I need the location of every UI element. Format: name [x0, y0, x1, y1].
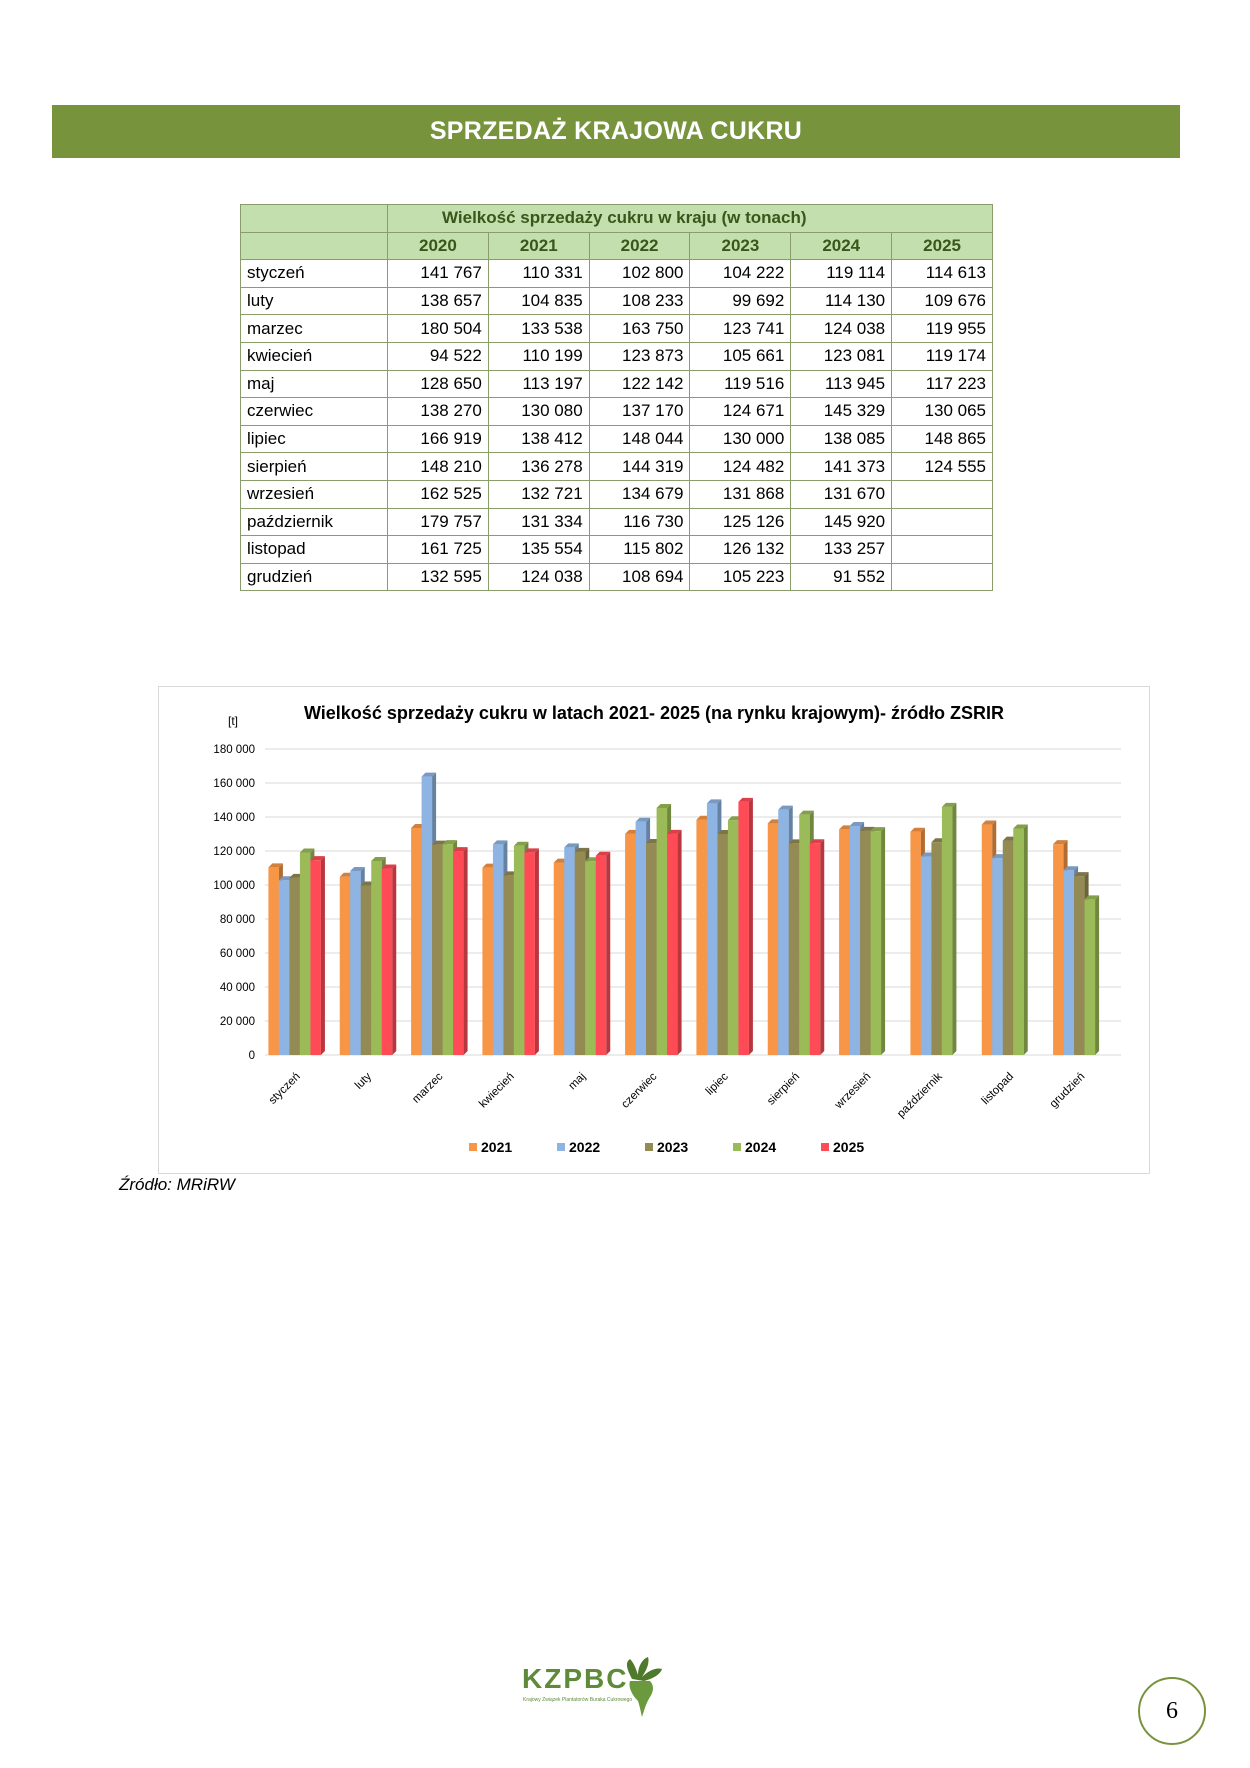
bar [382, 865, 397, 1055]
legend-label: 2022 [569, 1139, 601, 1155]
x-tick-label: marzec [410, 1070, 446, 1106]
sales-table [240, 204, 993, 591]
value-cell: 180 504 [388, 315, 489, 343]
value-cell: 124 671 [690, 398, 791, 426]
x-tick-label: sierpień [765, 1070, 803, 1108]
x-tick-label: maj [566, 1070, 589, 1093]
value-cell: 102 800 [589, 260, 690, 288]
bar [871, 827, 886, 1055]
year-header: 2023 [690, 232, 791, 260]
value-cell: 119 516 [690, 370, 791, 398]
table-row [241, 370, 993, 398]
x-tick-label: luty [352, 1070, 375, 1092]
year-header: 2021 [488, 232, 589, 260]
y-tick-label: 20 000 [219, 1016, 255, 1028]
x-tick-label: lipiec [703, 1070, 731, 1098]
table-row [241, 260, 993, 288]
value-cell: 115 802 [589, 536, 690, 564]
value-cell: 119 174 [892, 342, 993, 370]
value-cell: 148 044 [589, 425, 690, 453]
value-cell: 99 692 [690, 287, 791, 315]
value-cell: 114 130 [791, 287, 892, 315]
x-tick-label: październik [895, 1070, 945, 1121]
year-header: 2024 [791, 232, 892, 260]
kzpbc-logo [520, 1655, 680, 1717]
month-cell: styczeń [241, 260, 388, 288]
legend-label: 2025 [833, 1139, 865, 1155]
value-cell: 104 835 [488, 287, 589, 315]
bar [310, 856, 325, 1055]
value-cell: 179 757 [388, 508, 489, 536]
value-cell: 133 257 [791, 536, 892, 564]
bar [667, 830, 681, 1055]
value-cell: 119 114 [791, 260, 892, 288]
month-cell: sierpień [241, 453, 388, 481]
x-tick-label: kwiecień [477, 1070, 517, 1111]
x-tick-label: grudzień [1047, 1070, 1088, 1111]
value-cell: 114 613 [892, 260, 993, 288]
value-cell: 124 482 [690, 453, 791, 481]
bar [738, 798, 753, 1055]
value-cell: 132 595 [388, 563, 489, 591]
table-row [241, 287, 993, 315]
table-row [241, 563, 993, 591]
value-cell: 109 676 [892, 287, 993, 315]
value-cell: 124 038 [488, 563, 589, 591]
value-cell: 122 142 [589, 370, 690, 398]
value-cell: 113 197 [488, 370, 589, 398]
value-cell: 94 522 [388, 342, 489, 370]
month-cell: maj [241, 370, 388, 398]
value-cell: 141 767 [388, 260, 489, 288]
section-title: SPRZEDAŻ KRAJOWA CUKRU [429, 117, 803, 145]
value-cell: 104 222 [690, 260, 791, 288]
month-cell: listopad [241, 536, 388, 564]
y-tick-label: 0 [248, 1050, 255, 1062]
value-cell: 132 721 [488, 480, 589, 508]
value-cell: 105 661 [690, 342, 791, 370]
value-cell: 148 865 [892, 425, 993, 453]
month-cell: luty [241, 287, 388, 315]
value-cell: 110 331 [488, 260, 589, 288]
value-cell: 141 373 [791, 453, 892, 481]
table-row [241, 398, 993, 426]
value-cell: 91 552 [791, 563, 892, 591]
month-cell: wrzesień [241, 480, 388, 508]
bar [810, 839, 825, 1055]
value-cell: 135 554 [488, 536, 589, 564]
y-tick-label: 160 000 [213, 778, 255, 790]
logo-subtitle: Krajowy Związek Plantatorów Buraka Cukrowego [523, 1697, 633, 1703]
source-note: Źródło: MRiRW [119, 1175, 235, 1194]
value-cell: 137 170 [589, 398, 690, 426]
legend-label: 2023 [657, 1139, 689, 1155]
year-header: 2025 [892, 232, 993, 260]
value-cell: 123 741 [690, 315, 791, 343]
value-cell: 131 670 [791, 480, 892, 508]
value-cell: 117 223 [892, 370, 993, 398]
y-tick-label: 80 000 [219, 914, 255, 926]
y-axis-unit: [t] [227, 714, 239, 728]
section-banner [52, 105, 1180, 158]
legend-item [645, 1139, 688, 1155]
table-row [241, 425, 993, 453]
value-cell: 138 270 [388, 398, 489, 426]
bar [596, 852, 611, 1055]
month-cell: kwiecień [241, 342, 388, 370]
legend-label: 2021 [481, 1139, 513, 1155]
month-cell: październik [241, 508, 388, 536]
value-cell: 138 412 [488, 425, 589, 453]
bar [1013, 824, 1028, 1055]
month-cell: grudzień [241, 563, 388, 591]
value-cell: 130 000 [690, 425, 791, 453]
sales-chart [158, 686, 1150, 1174]
value-cell [892, 563, 993, 591]
value-cell: 119 955 [892, 315, 993, 343]
value-cell: 123 081 [791, 342, 892, 370]
month-header [241, 232, 388, 260]
table-row [241, 480, 993, 508]
table-title: Wielkość sprzedaży cukru w kraju (w tonach) [388, 205, 993, 233]
value-cell: 145 329 [791, 398, 892, 426]
value-cell: 116 730 [589, 508, 690, 536]
table-title-spacer [241, 205, 388, 233]
year-header: 2020 [388, 232, 489, 260]
table-row [241, 536, 993, 564]
x-tick-label: listopad [979, 1070, 1017, 1108]
legend-item [733, 1139, 776, 1155]
legend-item [821, 1139, 864, 1155]
legend-item [469, 1139, 512, 1155]
value-cell: 125 126 [690, 508, 791, 536]
value-cell: 128 650 [388, 370, 489, 398]
month-cell: marzec [241, 315, 388, 343]
x-tick-label: wrzesień [832, 1070, 874, 1112]
value-cell: 162 525 [388, 480, 489, 508]
year-header-row [241, 232, 993, 260]
value-cell: 131 334 [488, 508, 589, 536]
x-tick-label: styczeń [266, 1070, 303, 1107]
y-tick-label: 140 000 [213, 812, 255, 824]
month-cell: lipiec [241, 425, 388, 453]
value-cell: 166 919 [388, 425, 489, 453]
y-tick-label: 180 000 [213, 744, 255, 756]
value-cell: 126 132 [690, 536, 791, 564]
value-cell: 113 945 [791, 370, 892, 398]
table-row [241, 508, 993, 536]
bar [453, 847, 468, 1055]
bar [1085, 895, 1100, 1055]
value-cell: 145 920 [791, 508, 892, 536]
y-tick-label: 60 000 [219, 948, 255, 960]
value-cell: 161 725 [388, 536, 489, 564]
chart-title: Wielkość sprzedaży cukru w latach 2021- 2025 (na rynku krajowym)- źródło ZSRIR [303, 703, 1005, 723]
value-cell: 110 199 [488, 342, 589, 370]
value-cell: 124 555 [892, 453, 993, 481]
legend-label: 2024 [745, 1139, 777, 1155]
logo-text: KZPBC [522, 1663, 629, 1694]
value-cell: 123 873 [589, 342, 690, 370]
bar [524, 848, 539, 1055]
chart-svg [159, 687, 1149, 1173]
y-tick-label: 40 000 [219, 982, 255, 994]
table-row [241, 315, 993, 343]
value-cell: 108 233 [589, 287, 690, 315]
value-cell: 138 085 [791, 425, 892, 453]
month-cell: czerwiec [241, 398, 388, 426]
table-row [241, 453, 993, 481]
page-number: 6 [1138, 1677, 1206, 1745]
value-cell: 138 657 [388, 287, 489, 315]
value-cell [892, 480, 993, 508]
value-cell: 144 319 [589, 453, 690, 481]
sugar-beet-icon [627, 1657, 662, 1717]
value-cell: 130 065 [892, 398, 993, 426]
value-cell: 105 223 [690, 563, 791, 591]
value-cell [892, 508, 993, 536]
bar [942, 803, 957, 1055]
value-cell: 136 278 [488, 453, 589, 481]
value-cell: 130 080 [488, 398, 589, 426]
value-cell: 108 694 [589, 563, 690, 591]
legend-item [557, 1139, 600, 1155]
value-cell [892, 536, 993, 564]
value-cell: 133 538 [488, 315, 589, 343]
year-header: 2022 [589, 232, 690, 260]
x-tick-label: czerwiec [619, 1070, 660, 1111]
y-tick-label: 120 000 [213, 846, 255, 858]
y-tick-label: 100 000 [213, 880, 255, 892]
value-cell: 134 679 [589, 480, 690, 508]
value-cell: 124 038 [791, 315, 892, 343]
value-cell: 131 868 [690, 480, 791, 508]
value-cell: 163 750 [589, 315, 690, 343]
value-cell: 148 210 [388, 453, 489, 481]
table-row [241, 342, 993, 370]
